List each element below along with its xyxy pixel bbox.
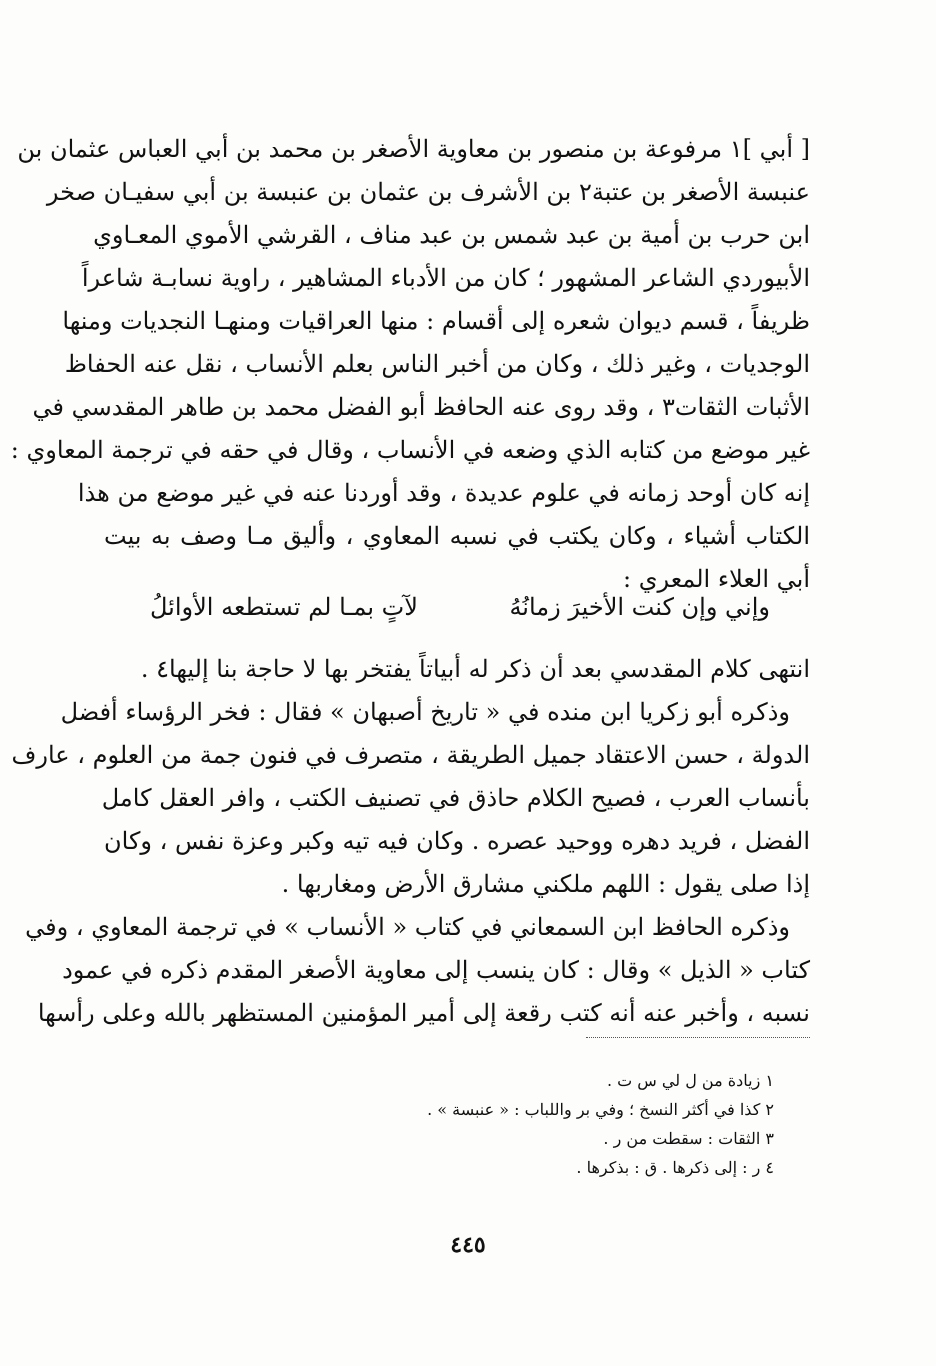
text-line: نسبه ، وأخبر عنه أنه كتب رقعة إلى أمير المؤمنين المستظهر بالله وعلى رأسها [37, 999, 810, 1027]
footnote-separator [586, 1037, 810, 1038]
text-line: غير موضع من كتابه الذي وضعه في الأنساب ، وقال في حقه في ترجمة المعاوي : [10, 436, 810, 464]
text-line: الأثبات الثقات٣ ، وقد روى عنه الحافظ أبو الفضل محمد بن طاهر المقدسي في [32, 393, 810, 421]
text-line: كتاب « الذيل » وقال : كان ينسب إلى معاوية الأصغر المقدم ذكره في عمود [62, 956, 810, 984]
text-line: ظريفاً ، قسم ديوان شعره إلى أقسام : منها العراقيات ومنهـا النجديات ومنها [62, 307, 810, 335]
text-line: انتهى كلام المقدسي بعد أن ذكر له أبياتاً يفتخر بها لا حاجة بنا إليها٤ . [140, 655, 810, 683]
text-line: الوجديات ، وغير ذلك ، وكان من أخبر الناس بعلم الأنساب ، نقل عنه الحفاظ [64, 350, 810, 378]
text-line: وذكره أبو زكريا ابن منده في « تاريخ أصبهان » فقال : فخر الرؤساء أفضل [60, 698, 790, 726]
text-line: [ أبي ]١ مرفوعة بن منصور بن معاوية الأصغر بن محمد بن أبي العباس عثمان بن [17, 135, 810, 163]
text-line: بأنساب العرب ، فصيح الكلام حاذق في تصنيف الكتب ، وافر العقل كامل [101, 784, 810, 812]
text-line: الدولة ، حسن الاعتقاد جميل الطريقة ، متصرف في فنون جمة من العلوم ، عارف [11, 741, 810, 769]
footnote: ١ زيادة من ل لي س ت . [606, 1071, 774, 1090]
text-line: إنه كان أوحد زمانه في علوم عديدة ، وقد أوردنا عنه في غير موضع من هذا [77, 479, 810, 507]
text-line: عنبسة الأصغر بن عتبة٢ بن الأشرف بن عثمان بن عنبسة بن أبي سفيـان صخر [46, 178, 810, 206]
poetry-verse [150, 584, 770, 630]
text-line: الفضل ، فريد دهره ووحيد عصره . وكان فيه تيه وكبر وعزة نفس ، وكان [104, 827, 810, 855]
text-line: ابن حرب بن أمية بن عبد شمس بن عبد مناف ، القرشي الأموي المعـاوي [93, 221, 810, 249]
text-line: وذكره الحافظ ابن السمعاني في كتاب « الأنساب » في ترجمة المعاوي ، وفي [25, 913, 790, 941]
paragraph-continuation [11, 648, 810, 1035]
verse-first-hemistich: وإني وإن كنت الأخيرَ زمانُهُ [509, 593, 770, 621]
footnote: ٢ كذا في أكثر النسخ ؛ وفي بر واللباب : « عنبسة » . [427, 1100, 774, 1119]
paragraph-biography [10, 128, 810, 601]
footnotes [214, 1066, 774, 1182]
footnote: ٤ ر : إلى ذكرها . ق : بذكرها . [576, 1158, 774, 1177]
text-line: الكتاب أشياء ، وكان يكتب في نسبه المعاوي ، وأليق مـا وصف به بيت [104, 522, 810, 550]
text-line: الأبيوردي الشاعر المشهور ؛ كان من الأدباء المشاهير ، راوية نسابـة شاعراً [81, 264, 810, 292]
text-line: أبي العلاء المعري : [623, 565, 810, 593]
page-number: ٤٤٥ [450, 1232, 486, 1258]
footnote: ٣ الثقات : سقطت من ر . [603, 1129, 774, 1148]
verse-second-hemistich: لآتٍ بمـا لم تستطعه الأوائلُ [150, 593, 418, 621]
text-line: إذا صلى يقول : اللهم ملكني مشارق الأرض ومغاربها . [281, 870, 810, 898]
